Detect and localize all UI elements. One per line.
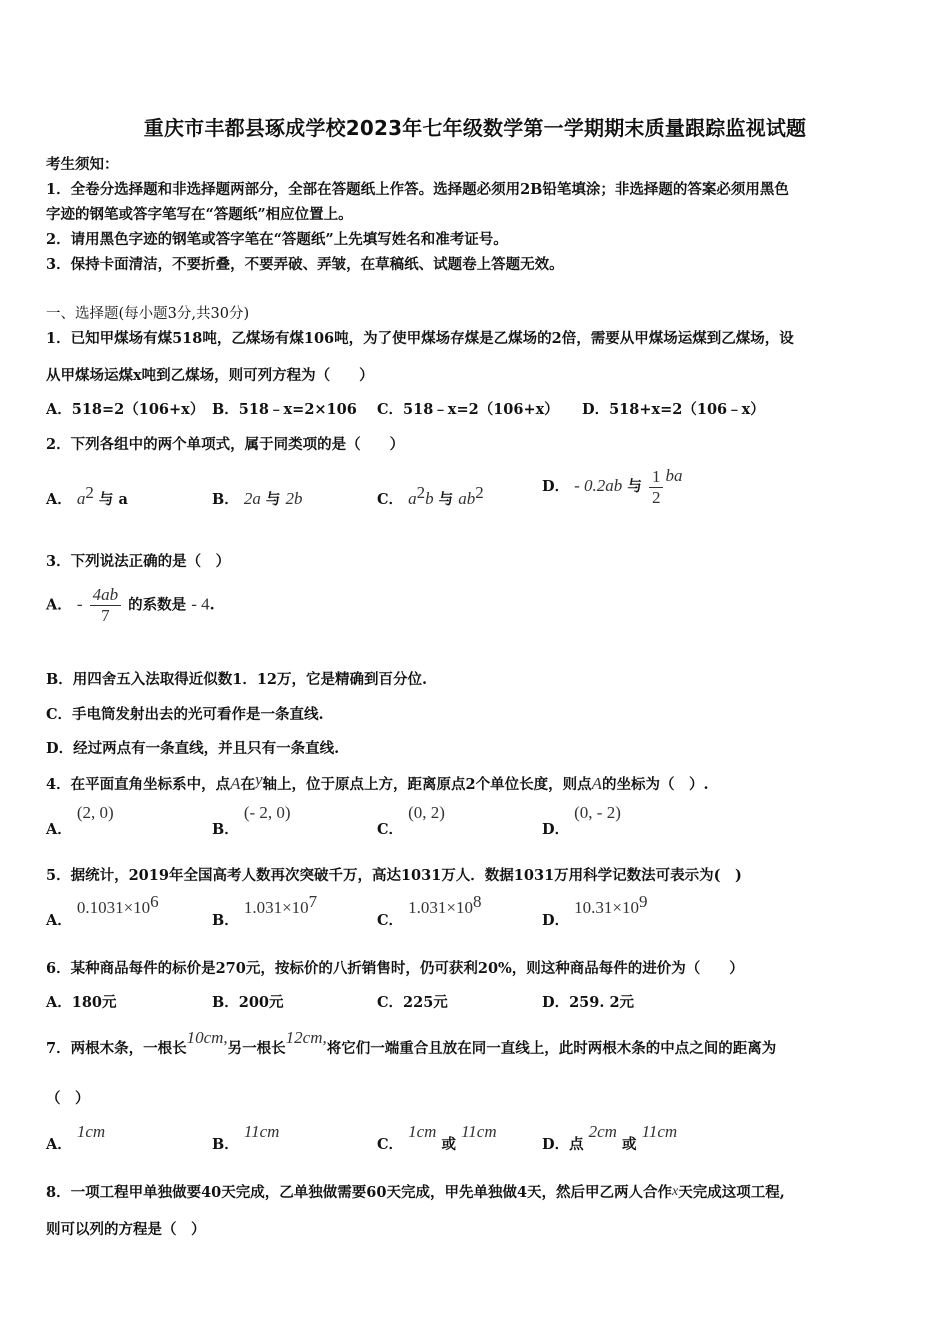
- notice-heading: 考生须知：: [46, 156, 119, 173]
- question-1-line-2: 从甲煤场运煤x吨到乙煤场，则可列方程为（ ）: [46, 367, 374, 384]
- question-1-option-c: C．518﹣x=2（106+x）: [377, 401, 559, 418]
- fraction-numerator: 1: [649, 467, 664, 488]
- math-value: (- 2, 0): [243, 803, 291, 822]
- math-value: 11cm: [243, 1122, 280, 1141]
- math-value: - 4: [191, 594, 210, 614]
- notice-item-2: 2．请用黑色字迹的钢笔或答字笔在“答题纸”上先填写姓名和准考证号。: [46, 231, 508, 248]
- math-term: a: [408, 489, 417, 508]
- option-label: A．: [46, 1136, 72, 1153]
- option-label: D．点: [542, 1136, 584, 1153]
- math-exponent: 2: [416, 483, 426, 502]
- math-value: 11cm: [461, 1122, 497, 1141]
- math-exponent: 2: [475, 483, 484, 502]
- math-value: (2, 0): [76, 803, 114, 822]
- option-label: C．: [377, 1136, 404, 1153]
- question-2-option-b: [212, 488, 302, 509]
- question-7-option-c: [377, 1122, 497, 1154]
- question-1-line-1: 1．已知甲煤场有煤518吨，乙煤场有煤106吨，为了使甲煤场存煤是乙煤场的2倍，需要从甲煤场运煤到乙煤场，设: [46, 330, 794, 347]
- question-7-option-a: [46, 1122, 105, 1154]
- question-3-option-d: D．经过两点有一条直线，并且只有一条直线.: [46, 740, 340, 757]
- stem-text: 8．一项工程甲单独做要40天完成，乙单独做需要60天完成，甲先单独做4天，然后甲乙两人合作: [46, 1184, 673, 1201]
- math-value: 2cm: [588, 1122, 617, 1141]
- question-7-line-2: （ ）: [46, 1090, 90, 1107]
- fraction-denominator: 7: [101, 606, 110, 625]
- math-value: 0.1031×10: [76, 898, 151, 917]
- math-value: (0, 2): [408, 803, 445, 822]
- question-2-option-d: [542, 466, 682, 508]
- math-var: y: [254, 770, 263, 789]
- math-value: 1.031×10: [408, 898, 473, 917]
- option-label: C．: [377, 491, 404, 508]
- math-var: x: [672, 1184, 679, 1199]
- math-value: 12cm,: [285, 1028, 327, 1047]
- math-term: ba: [665, 466, 683, 485]
- question-5-option-d: [542, 892, 648, 930]
- math-term: 2b: [285, 489, 303, 508]
- question-7-stem: [46, 1028, 776, 1058]
- math-term: b: [425, 489, 434, 508]
- question-3-option-b: B．用四舍五入法取得近似数1．12万，它是精确到百分位.: [46, 671, 428, 688]
- option-label: B．: [212, 912, 239, 929]
- math-value: 10.31×10: [574, 898, 639, 917]
- page-title: 重庆市丰都县琢成学校2023年七年级数学第一学期期末质量跟踪监视试题: [143, 116, 807, 140]
- notice-item-1-line-1: 1．全卷分选择题和非选择题两部分，全部在答题纸上作答。选择题必须用2B铅笔填涂；非选择题的答案必须用黑色: [46, 181, 789, 198]
- fraction: [649, 467, 664, 508]
- option-text: 与: [438, 491, 454, 508]
- question-6-option-c: C．225元: [377, 994, 448, 1011]
- stem-text: 另一根长: [227, 1040, 286, 1057]
- option-label: B．: [212, 491, 239, 508]
- math-value: 1cm: [76, 1122, 106, 1141]
- notice-item-3: 3．保持卡面清洁，不要折叠，不要弄破、弄皱，在草稿纸、试题卷上答题无效。: [46, 256, 564, 273]
- option-label: C．: [377, 912, 404, 929]
- option-label: C．: [377, 821, 404, 838]
- option-label: A．: [46, 821, 72, 838]
- question-2-option-a: [46, 483, 128, 509]
- notice-item-1-line-2: 字迹的钢笔或答字笔写在“答题纸”相应位置上。: [46, 206, 353, 223]
- fraction-numerator: 4ab: [90, 585, 122, 606]
- question-6-option-b: B．200元: [212, 994, 284, 1011]
- period: .: [209, 596, 215, 614]
- question-1-option-b: B．518﹣x=2×106: [212, 401, 357, 418]
- option-text: 与 a: [98, 491, 128, 508]
- option-text: 或: [622, 1136, 637, 1153]
- question-4-option-b: [212, 803, 291, 839]
- stem-text: 将它们一端重合且放在同一直线上，此时两根木条的中点之间的距离为: [326, 1040, 777, 1057]
- stem-text: 轴上，位于原点上方，距离原点2个单位长度，则点: [262, 776, 592, 793]
- math-value: 10cm,: [186, 1028, 228, 1047]
- option-label: A．: [46, 912, 72, 929]
- question-5-option-c: [377, 892, 482, 930]
- question-8-line-2: 则可以列的方程是（ ）: [46, 1221, 206, 1238]
- question-6-option-a: A．180元: [46, 994, 117, 1011]
- math-exponent: 6: [150, 892, 159, 911]
- math-exponent: 7: [308, 892, 318, 911]
- option-label: A．: [46, 491, 72, 508]
- math-value: (0, - 2): [574, 803, 621, 822]
- option-label: B．: [212, 1136, 239, 1153]
- stem-text: 天完成这项工程,: [678, 1184, 785, 1201]
- question-6-option-d: D．259. 2元: [542, 994, 635, 1011]
- math-exponent: 8: [472, 892, 482, 911]
- option-label: D．: [542, 478, 570, 495]
- math-value: 1cm: [408, 1122, 437, 1141]
- math-value: 1.031×10: [243, 898, 309, 917]
- option-text: 与: [265, 491, 281, 508]
- math-var: A: [591, 774, 603, 793]
- option-text: 的系数是: [128, 596, 187, 614]
- math-term: - 0.2ab: [574, 476, 623, 495]
- option-text: 与: [627, 478, 642, 495]
- section-heading: 一、选择题(每小题3分,共30分): [46, 306, 250, 322]
- stem-text: 的坐标为（ ）.: [602, 776, 709, 793]
- question-4-option-d: [542, 803, 621, 839]
- math-value: 11cm: [641, 1122, 678, 1141]
- question-6-stem: 6．某种商品每件的标价是270元，按标价的八折销售时，仍可获利20%，则这种商品每件的进价为（ ）: [46, 960, 744, 977]
- question-1-option-a: A．518=2（106+x）: [46, 401, 205, 418]
- question-2-option-c: [377, 483, 484, 509]
- fraction: [90, 585, 122, 626]
- question-2-stem: 2．下列各组中的两个单项式，属于同类项的是（ ）: [46, 436, 405, 453]
- stem-text: 7．两根木条，一根长: [46, 1040, 187, 1057]
- question-8-stem: [46, 1181, 785, 1202]
- stem-text: 4．在平面直角坐标系中，点: [46, 776, 231, 793]
- math-exponent: 9: [638, 892, 648, 911]
- math-sign: -: [76, 594, 83, 614]
- math-term: a: [76, 489, 86, 508]
- option-label: D．: [542, 912, 570, 929]
- fraction-denominator: 2: [651, 487, 661, 507]
- option-label: D．: [542, 821, 570, 838]
- option-label: B．: [212, 821, 239, 838]
- question-3-option-a: [46, 585, 215, 626]
- stem-text: 在: [240, 776, 255, 793]
- question-7-option-b: [212, 1122, 279, 1154]
- math-term: 2a: [243, 489, 261, 508]
- option-label: A．: [46, 596, 72, 614]
- question-4-stem: [46, 770, 709, 794]
- math-exponent: 2: [85, 483, 94, 502]
- question-1-option-d: D．518+x=2（106﹣x）: [582, 401, 765, 418]
- math-var: A: [230, 774, 241, 793]
- question-5-stem: 5．据统计，2019年全国高考人数再次突破千万，高达1031万人．数据1031万用科学记数法可表示为( ): [46, 867, 742, 884]
- question-3-option-c: C．手电筒发射出去的光可看作是一条直线.: [46, 706, 324, 723]
- option-text: 或: [441, 1136, 456, 1153]
- question-5-option-b: [212, 892, 318, 930]
- question-4-option-c: [377, 803, 445, 839]
- question-4-option-a: [46, 803, 114, 839]
- question-5-option-a: [46, 892, 159, 930]
- math-term: ab: [458, 489, 476, 508]
- question-3-stem: 3．下列说法正确的是（ ）: [46, 553, 231, 570]
- question-7-option-d: [542, 1122, 677, 1154]
